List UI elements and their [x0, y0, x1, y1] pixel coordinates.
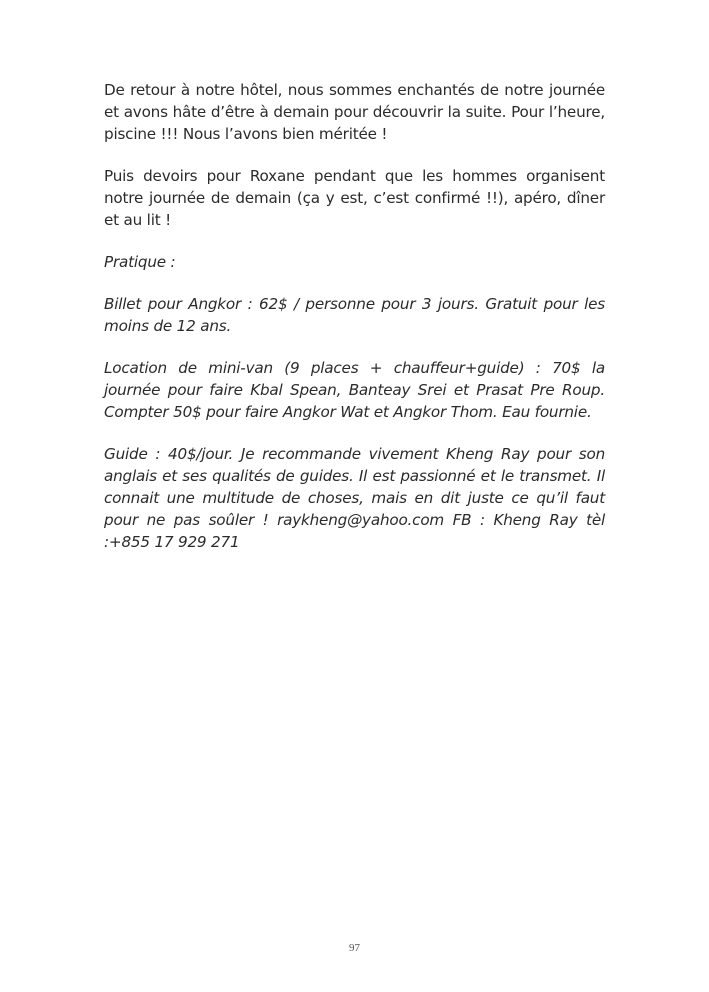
page-number: 97	[349, 942, 360, 954]
paragraph-evening: Puis devoirs pour Roxane pendant que les hommes organisent notre journée de demain (ça y est, c’est confirmé !!), apéro, dîner et au lit !	[104, 167, 605, 229]
page-body	[104, 79, 605, 573]
practical-item-ticket: Billet pour Angkor : 62$ / personne pour 3 jours. Gratuit pour les moins de 12 ans.	[104, 295, 605, 335]
practical-item-minivan: Location de mini-van (9 places + chauffeur+guide) : 70$ la journée pour faire Kbal Spean, Banteay Srei et Prasat Pre Roup. Compter 50$ pour faire Angkor Wat et Angkor Thom. Eau fournie.	[104, 359, 605, 421]
paragraph-hotel-return: De retour à notre hôtel, nous sommes enchantés de notre journée et avons hâte d’être à demain pour découvrir la suite. Pour l’heure, piscine !!! Nous l’avons bien méritée !	[104, 81, 605, 143]
practical-item-guide: Guide : 40$/jour. Je recommande vivement Kheng Ray pour son anglais et ses qualités de guides. Il est passionné et le transmet. Il connait une multitude de choses, mais en dit juste ce qu’il faut pour ne pas soûler ! raykheng@yahoo.com FB : Kheng Ray tèl :+855 17 929 271	[104, 445, 605, 551]
practical-heading: Pratique :	[104, 253, 176, 271]
